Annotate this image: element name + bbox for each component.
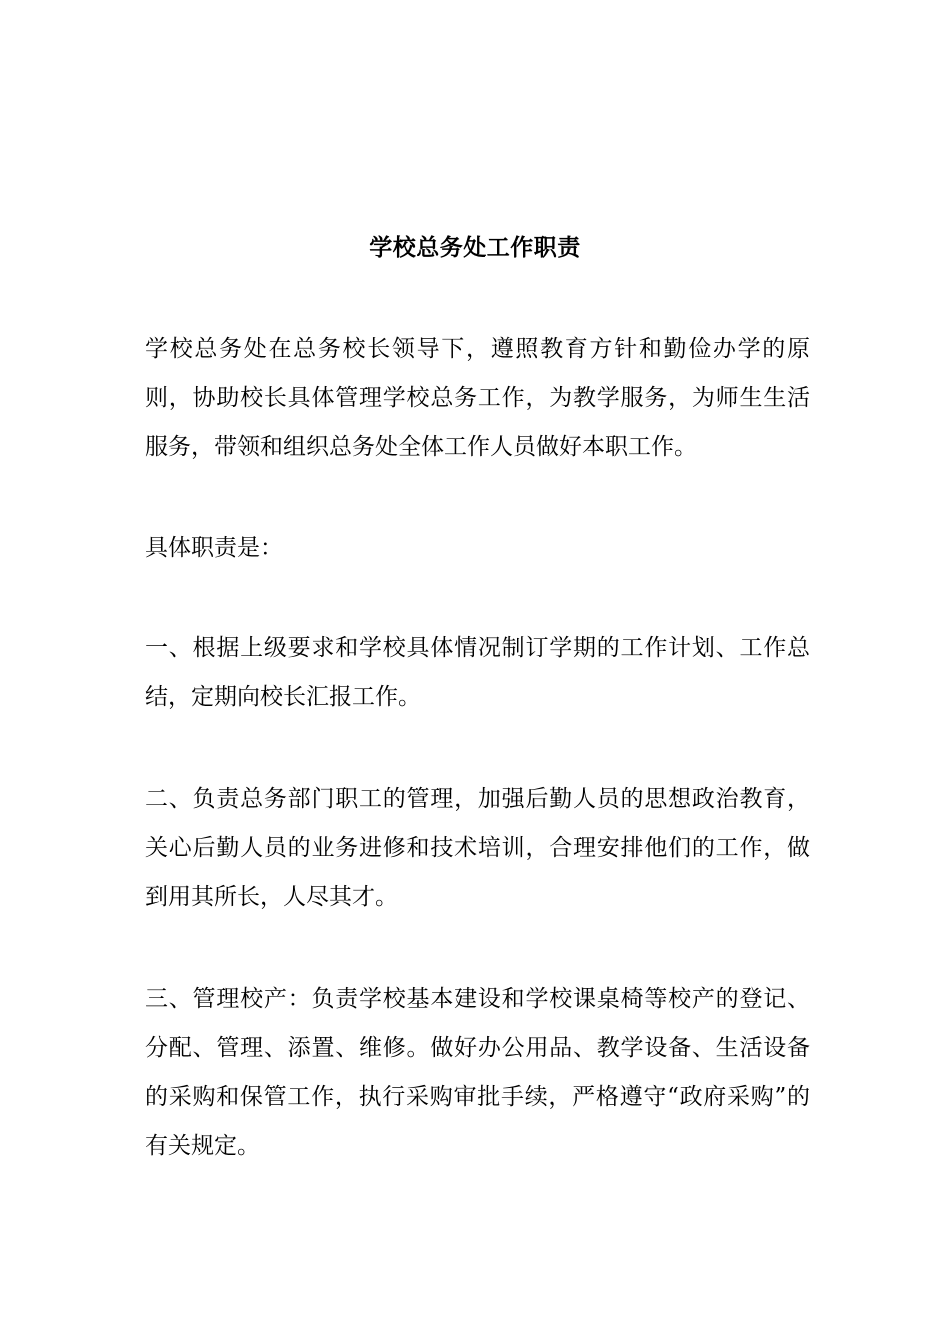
duties-lead-paragraph: 具体职责是：	[145, 535, 283, 561]
duty-item-2: 二、负责总务部门职工的管理，加强后勤人员的思想政治教育，关心后勤人员的业务进修和技术培训，合理安排他们的工作，做到用其所长，人尽其才。	[145, 786, 810, 910]
document-title: 学校总务处工作职责	[369, 234, 581, 261]
intro-paragraph: 学校总务处在总务校长领导下，遵照教育方针和勤俭办学的原则，协助校长具体管理学校总务工作，为教学服务，为师生生活服务，带领和组织总务处全体工作人员做好本职工作。	[145, 336, 810, 460]
duty-item-1: 一、根据上级要求和学校具体情况制订学期的工作计划、工作总结，定期向校长汇报工作。	[145, 635, 810, 710]
duty-item-3: 三、管理校产：负责学校基本建设和学校课桌椅等校产的登记、分配、管理、添置、维修。做好办公用品、教学设备、生活设备的采购和保管工作，执行采购审批手续，严格遵守“政府采购”的有关规定。	[145, 986, 810, 1159]
